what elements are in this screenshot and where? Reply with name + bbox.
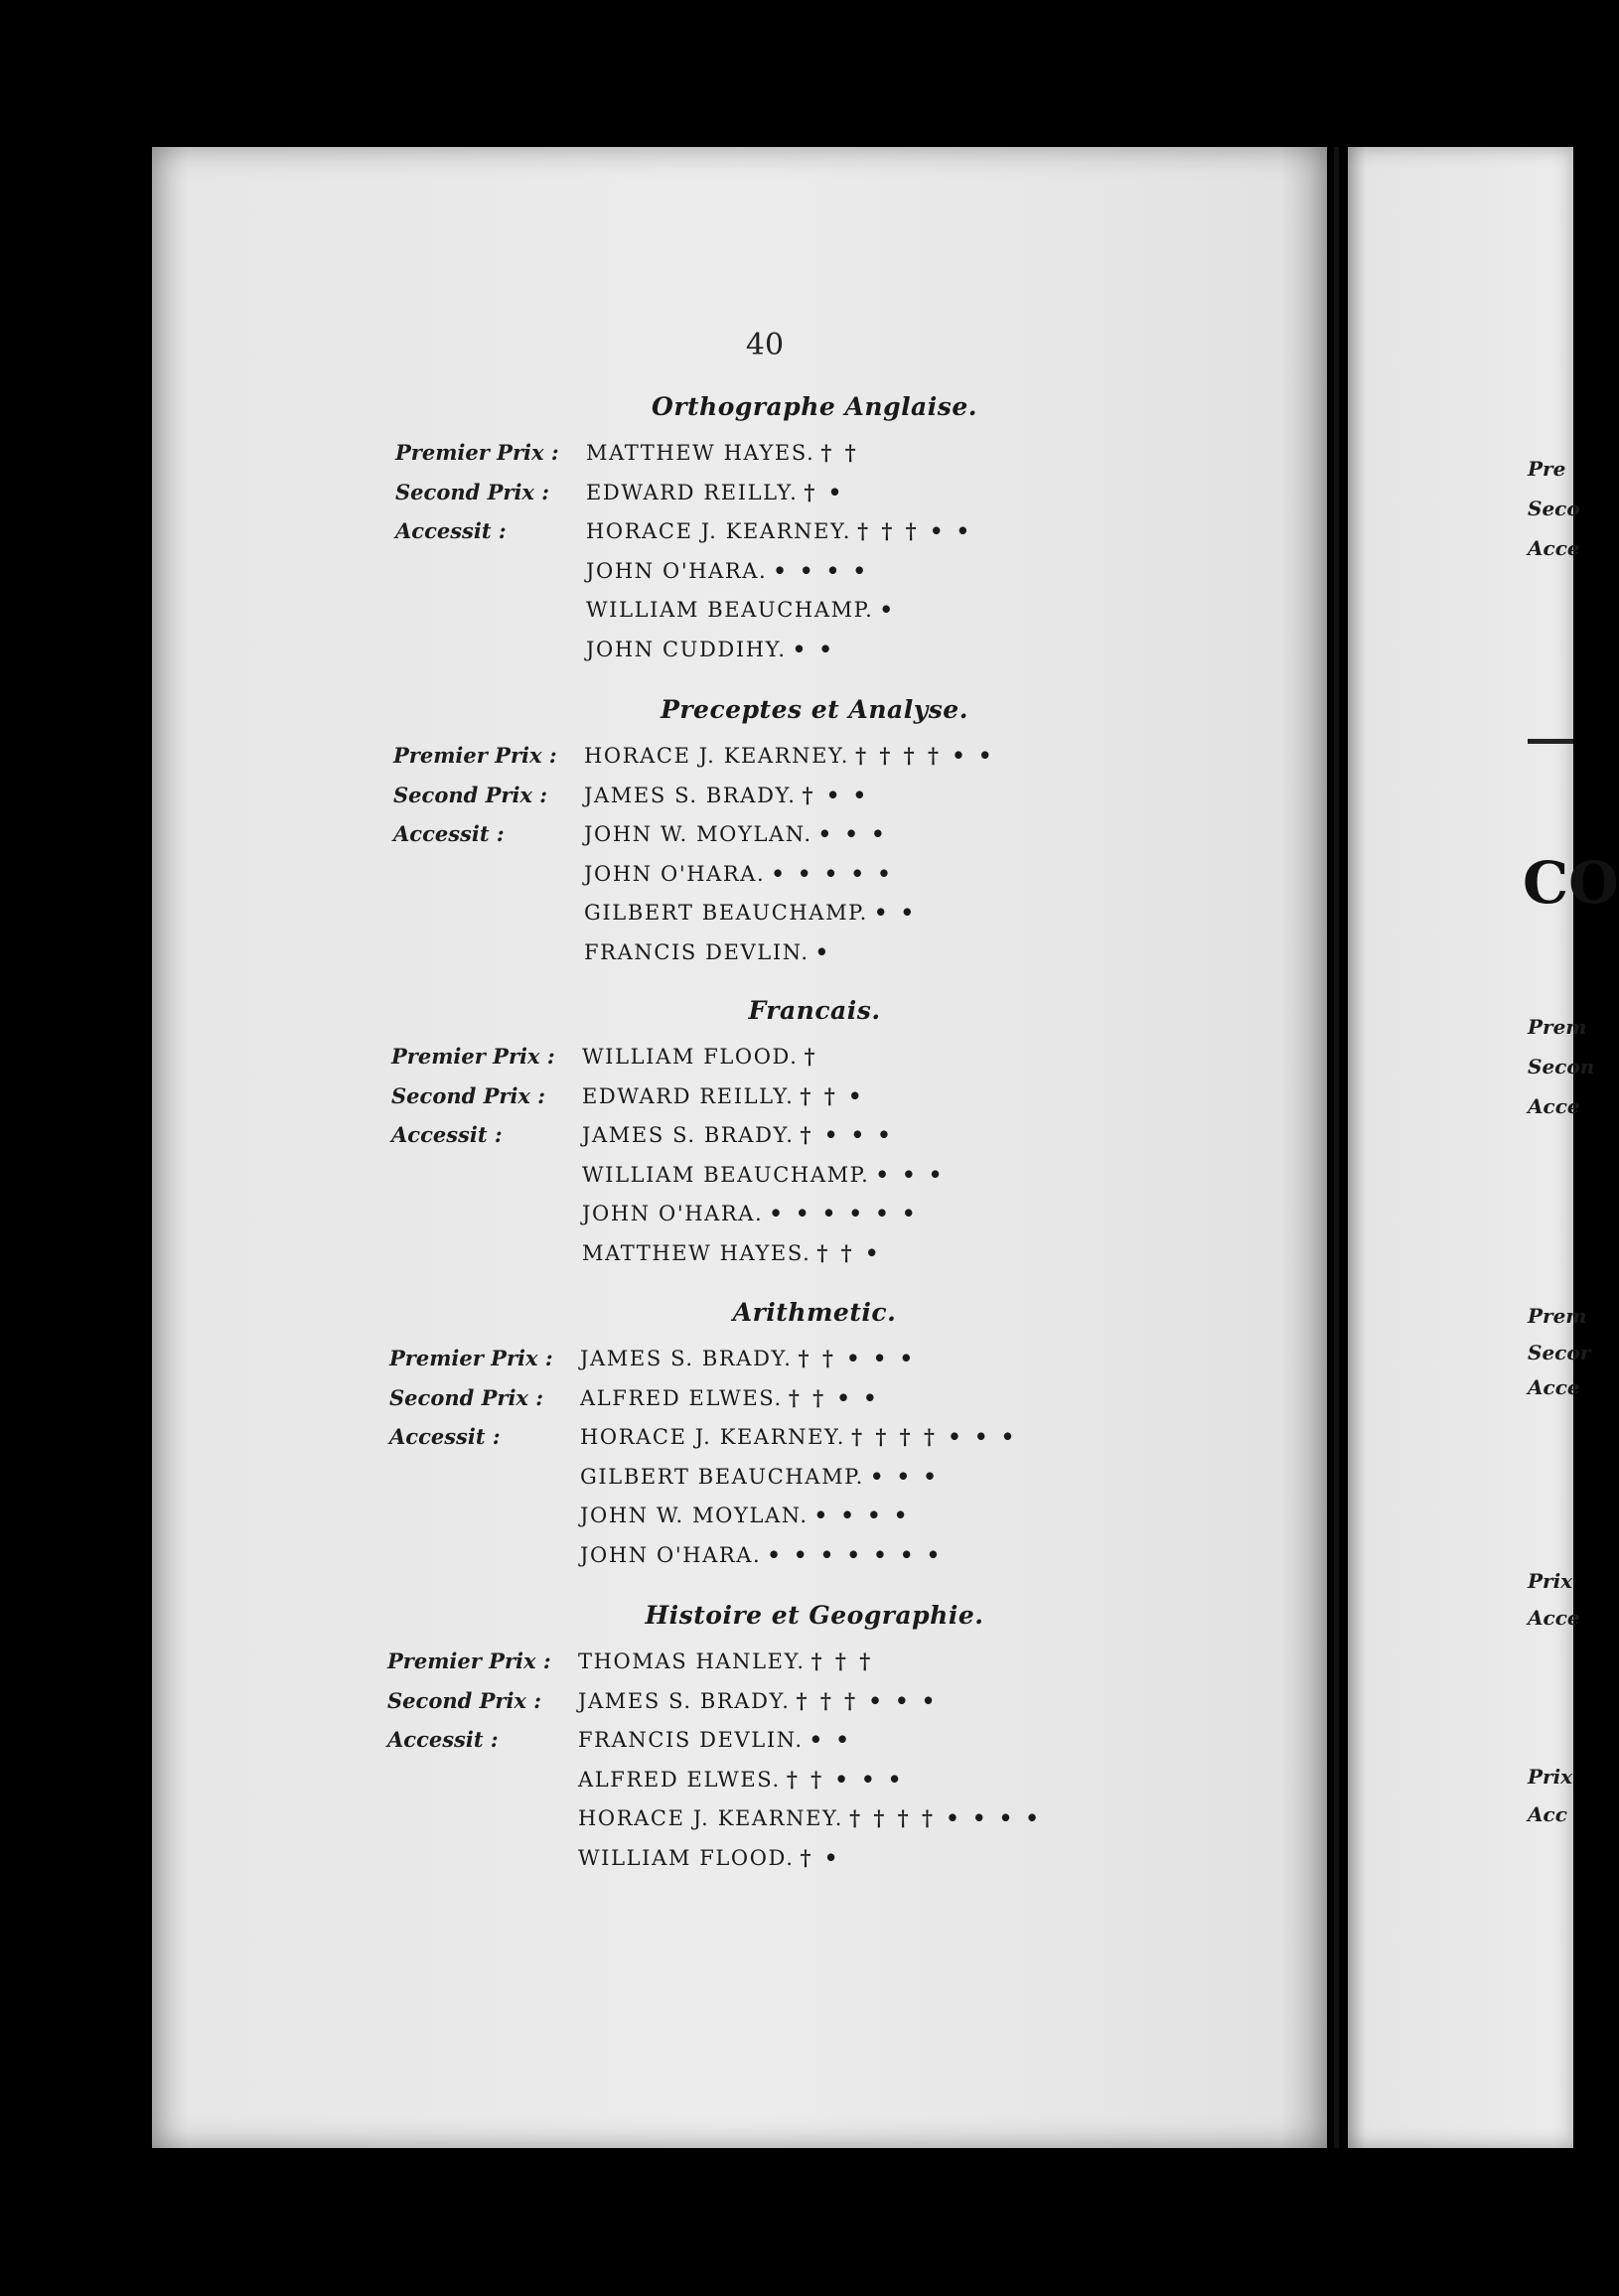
distinction-marks: † † † † • • • •	[849, 1805, 1042, 1830]
adjacent-page-label: Prem	[1528, 1304, 1587, 1328]
distinction-marks: • • • •	[813, 1503, 911, 1527]
student-name: JAMES S. BRADY. † • • •	[582, 1122, 894, 1147]
distinction-marks: † † •	[800, 1082, 865, 1108]
adjacent-page-label: Acce	[1528, 1375, 1580, 1399]
adjacent-page-label: Prix	[1528, 1569, 1573, 1593]
prize-label: Second Prix :	[393, 782, 547, 807]
prize-label: Second Prix :	[389, 1384, 543, 1410]
adjacent-page-label: Pre	[1528, 457, 1566, 481]
student-name: EDWARD REILLY. † •	[586, 479, 845, 504]
adjacent-page-rule	[1528, 739, 1573, 744]
student-name: WILLIAM FLOOD. † •	[578, 1844, 841, 1870]
adjacent-page-label: Acce	[1528, 536, 1580, 560]
adjacent-page-label: Prem	[1528, 1015, 1587, 1039]
student-name: THOMAS HANLEY. † † †	[578, 1649, 874, 1673]
adjacent-page-label: Secor	[1528, 1341, 1591, 1364]
adjacent-page-label: Seco	[1528, 497, 1580, 520]
prize-label: Premier Prix :	[391, 1044, 555, 1069]
student-name: HORACE J. KEARNEY. † † † † • • • •	[578, 1805, 1042, 1830]
adjacent-page-label: Prix	[1528, 1765, 1573, 1789]
adjacent-page-heading: CO	[1523, 849, 1619, 917]
distinction-marks: † † • • •	[786, 1766, 905, 1792]
distinction-marks: •	[814, 938, 832, 964]
student-name: HORACE J. KEARNEY. † † † • •	[586, 518, 973, 543]
distinction-marks: † • • •	[800, 1122, 894, 1147]
distinction-marks: † † † † • • •	[851, 1424, 1018, 1449]
student-name: FRANCIS DEVLIN. •	[584, 938, 832, 964]
prize-label: Second Prix :	[395, 479, 549, 504]
student-name: FRANCIS DEVLIN. • •	[578, 1727, 852, 1752]
student-name: JOHN O'HARA. • • • • • •	[582, 1201, 919, 1225]
distinction-marks: † •	[800, 1844, 841, 1870]
student-name: WILLIAM BEAUCHAMP. • • •	[582, 1161, 946, 1187]
prize-label: Accessit :	[387, 1727, 499, 1752]
prize-label: Premier Prix :	[395, 440, 559, 465]
prize-label: Accessit :	[391, 1122, 503, 1147]
section-title: Histoire et Geographie.	[645, 1601, 984, 1630]
section-title: Orthographe Anglaise.	[652, 392, 977, 421]
section-title: Arithmetic.	[732, 1298, 897, 1327]
student-name: WILLIAM BEAUCHAMP. •	[586, 597, 896, 622]
distinction-marks: • • • •	[773, 557, 869, 583]
distinction-marks: • • • • • • •	[767, 1541, 944, 1567]
prize-label: Premier Prix :	[389, 1346, 553, 1370]
right-page	[1348, 147, 1573, 2148]
student-name: HORACE J. KEARNEY. † † † † • • •	[580, 1424, 1018, 1449]
student-name: JOHN O'HARA. • • • •	[586, 557, 869, 583]
distinction-marks: †	[804, 1044, 818, 1069]
student-name: MATTHEW HAYES. † † •	[582, 1239, 882, 1265]
student-name: JAMES S. BRADY. † • •	[584, 782, 869, 807]
adjacent-page-label: Acce	[1528, 1094, 1580, 1118]
page-binding	[1334, 147, 1339, 2148]
prize-label: Accessit :	[393, 821, 505, 846]
distinction-marks: † † • •	[788, 1384, 880, 1410]
distinction-marks: • •	[873, 900, 918, 925]
student-name: ALFRED ELWES. † † • •	[580, 1384, 880, 1410]
student-name: JOHN CUDDIHY. • •	[586, 636, 835, 661]
student-name: MATTHEW HAYES. † †	[586, 440, 859, 465]
adjacent-page-label: Acce	[1528, 1606, 1580, 1630]
distinction-marks: † †	[820, 440, 859, 465]
student-name: WILLIAM FLOOD. †	[582, 1044, 818, 1069]
student-name: JOHN O'HARA. • • • • •	[584, 860, 894, 886]
distinction-marks: • •	[792, 636, 835, 661]
distinction-marks: •	[879, 597, 896, 622]
prize-label: Second Prix :	[391, 1082, 545, 1108]
student-name: JOHN W. MOYLAN. • • •	[584, 821, 888, 846]
distinction-marks: † † • • •	[798, 1346, 917, 1370]
student-name: GILBERT BEAUCHAMP. • •	[584, 900, 918, 925]
page-number: 40	[745, 328, 785, 362]
distinction-marks: † † †	[810, 1649, 874, 1673]
student-name: HORACE J. KEARNEY. † † † † • •	[584, 743, 995, 768]
prize-label: Second Prix :	[387, 1687, 541, 1713]
distinction-marks: • •	[809, 1727, 852, 1752]
student-name: GILBERT BEAUCHAMP. • • •	[580, 1463, 940, 1489]
prize-label: Premier Prix :	[393, 743, 557, 768]
distinction-marks: • • •	[817, 821, 888, 846]
student-name: ALFRED ELWES. † † • • •	[578, 1766, 905, 1792]
prize-label: Accessit :	[389, 1424, 501, 1449]
distinction-marks: • • •	[869, 1463, 940, 1489]
adjacent-page-label: Acc	[1528, 1802, 1567, 1826]
student-name: EDWARD REILLY. † † •	[582, 1082, 865, 1108]
distinction-marks: • • •	[875, 1161, 946, 1187]
student-name: JAMES S. BRADY. † † † • • •	[578, 1687, 939, 1713]
adjacent-page-label: Secon	[1528, 1055, 1595, 1078]
student-name: JOHN W. MOYLAN. • • • •	[580, 1503, 911, 1527]
distinction-marks: • • • • •	[771, 860, 894, 886]
section-title: Francais.	[748, 996, 881, 1025]
distinction-marks: † † † • • •	[796, 1687, 939, 1713]
prize-label: Premier Prix :	[387, 1649, 551, 1673]
prize-label: Accessit :	[395, 518, 507, 543]
distinction-marks: • • • • • •	[769, 1201, 919, 1225]
distinction-marks: † † † † • •	[855, 743, 995, 768]
student-name: JOHN O'HARA. • • • • • • •	[580, 1541, 944, 1567]
distinction-marks: † •	[804, 479, 845, 504]
section-title: Preceptes et Analyse.	[661, 695, 968, 724]
distinction-marks: † • •	[802, 782, 869, 807]
student-name: JAMES S. BRADY. † † • • •	[580, 1346, 917, 1370]
distinction-marks: † † † • •	[857, 518, 973, 543]
distinction-marks: † † •	[816, 1239, 882, 1265]
